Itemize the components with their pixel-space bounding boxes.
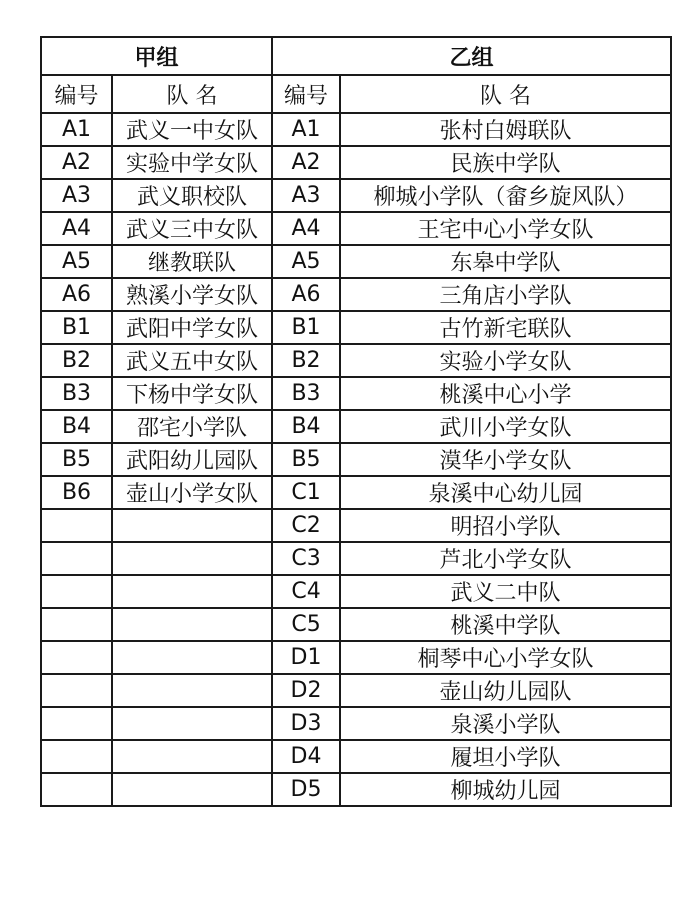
group-a-empty-cell (112, 641, 272, 674)
group-b-title: 乙组 (272, 37, 671, 75)
group-a-team-name: 武义三中女队 (112, 212, 272, 245)
group-b-team-id: C5 (272, 608, 340, 641)
group-a-empty-cell (41, 542, 112, 575)
group-a-team-id: B3 (41, 377, 112, 410)
group-b-id-header: 编号 (272, 75, 340, 113)
group-a-team-id: A4 (41, 212, 112, 245)
table-row (41, 575, 671, 608)
group-b-team-name: 民族中学队 (340, 146, 671, 179)
group-b-team-id: A3 (272, 179, 340, 212)
group-b-team-name: 实验小学女队 (340, 344, 671, 377)
group-a-team-name: 继教联队 (112, 245, 272, 278)
group-b-team-id: A6 (272, 278, 340, 311)
table-row (41, 542, 671, 575)
group-a-team-name: 实验中学女队 (112, 146, 272, 179)
table-row (41, 278, 671, 311)
group-b-team-id: C4 (272, 575, 340, 608)
group-b-team-id: A4 (272, 212, 340, 245)
group-a-empty-cell (112, 575, 272, 608)
group-a-id-header: 编号 (41, 75, 112, 113)
table-row (41, 410, 671, 443)
group-a-team-name: 武阳中学女队 (112, 311, 272, 344)
group-b-team-name: 武川小学女队 (340, 410, 671, 443)
table-row (41, 773, 671, 806)
group-a-team-name: 武阳幼儿园队 (112, 443, 272, 476)
group-b-team-name: 明招小学队 (340, 509, 671, 542)
table-row (41, 608, 671, 641)
group-a-team-name: 邵宅小学队 (112, 410, 272, 443)
table-row (41, 212, 671, 245)
group-b-team-name: 三角店小学队 (340, 278, 671, 311)
group-b-team-id: B1 (272, 311, 340, 344)
group-a-empty-cell (112, 740, 272, 773)
group-b-team-id: C3 (272, 542, 340, 575)
group-b-team-name: 柳城小学队（畲乡旋风队） (340, 179, 671, 212)
table-row (41, 179, 671, 212)
table-row (41, 344, 671, 377)
group-a-empty-cell (112, 674, 272, 707)
group-a-empty-cell (112, 707, 272, 740)
group-b-team-id: B3 (272, 377, 340, 410)
group-b-team-id: D1 (272, 641, 340, 674)
group-b-team-id: B2 (272, 344, 340, 377)
group-b-team-id: A2 (272, 146, 340, 179)
group-b-team-id: A1 (272, 113, 340, 146)
group-title-row (41, 37, 671, 75)
table-row (41, 509, 671, 542)
group-a-empty-cell (41, 773, 112, 806)
group-b-team-name: 泉溪小学队 (340, 707, 671, 740)
group-a-team-id: A2 (41, 146, 112, 179)
group-b-team-name: 张村白姆联队 (340, 113, 671, 146)
group-b-team-name: 武义二中队 (340, 575, 671, 608)
group-a-empty-cell (41, 740, 112, 773)
group-a-title: 甲组 (41, 37, 272, 75)
group-b-team-name: 桃溪中心小学 (340, 377, 671, 410)
group-a-team-id: A6 (41, 278, 112, 311)
group-b-team-id: D2 (272, 674, 340, 707)
group-b-team-name: 漠华小学女队 (340, 443, 671, 476)
group-b-team-name: 柳城幼儿园 (340, 773, 671, 806)
group-b-team-id: B5 (272, 443, 340, 476)
table-row (41, 707, 671, 740)
group-b-team-id: A5 (272, 245, 340, 278)
group-a-team-name: 武义五中女队 (112, 344, 272, 377)
group-b-team-name: 古竹新宅联队 (340, 311, 671, 344)
table-row (41, 740, 671, 773)
group-a-empty-cell (41, 509, 112, 542)
group-b-team-id: C1 (272, 476, 340, 509)
group-a-name-header: 队 名 (112, 75, 272, 113)
group-b-team-id: D5 (272, 773, 340, 806)
table-row (41, 113, 671, 146)
group-a-team-id: B2 (41, 344, 112, 377)
group-a-empty-cell (112, 773, 272, 806)
group-b-team-id: C2 (272, 509, 340, 542)
group-a-team-id: B6 (41, 476, 112, 509)
group-a-empty-cell (41, 641, 112, 674)
group-a-team-name: 熟溪小学女队 (112, 278, 272, 311)
column-header-row (41, 75, 671, 113)
group-b-team-name: 桐琴中心小学女队 (340, 641, 671, 674)
group-a-team-name: 武义职校队 (112, 179, 272, 212)
group-a-empty-cell (41, 707, 112, 740)
table-row (41, 476, 671, 509)
table-row (41, 674, 671, 707)
group-a-team-name: 武义一中女队 (112, 113, 272, 146)
group-a-team-name: 壶山小学女队 (112, 476, 272, 509)
group-b-team-name: 王宅中心小学女队 (340, 212, 671, 245)
group-b-team-name: 泉溪中心幼儿园 (340, 476, 671, 509)
group-a-team-id: A5 (41, 245, 112, 278)
table-row (41, 245, 671, 278)
group-a-team-id: B1 (41, 311, 112, 344)
group-a-empty-cell (112, 542, 272, 575)
group-b-team-name: 履坦小学队 (340, 740, 671, 773)
group-a-empty-cell (41, 575, 112, 608)
group-a-empty-cell (112, 509, 272, 542)
table-row (41, 443, 671, 476)
table-row (41, 311, 671, 344)
table-row (41, 641, 671, 674)
group-a-empty-cell (41, 674, 112, 707)
roster-body (41, 113, 671, 806)
group-a-team-id: A3 (41, 179, 112, 212)
group-b-team-id: D4 (272, 740, 340, 773)
group-a-team-id: B5 (41, 443, 112, 476)
table-row (41, 146, 671, 179)
group-b-team-name: 芦北小学女队 (340, 542, 671, 575)
group-a-empty-cell (112, 608, 272, 641)
group-b-team-name: 桃溪中学队 (340, 608, 671, 641)
group-b-team-name: 东皋中学队 (340, 245, 671, 278)
group-a-team-id: A1 (41, 113, 112, 146)
team-roster-table (40, 36, 672, 807)
group-a-empty-cell (41, 608, 112, 641)
group-b-team-id: B4 (272, 410, 340, 443)
group-b-team-name: 壶山幼儿园队 (340, 674, 671, 707)
table-row (41, 377, 671, 410)
group-b-team-id: D3 (272, 707, 340, 740)
group-a-team-name: 下杨中学女队 (112, 377, 272, 410)
group-a-team-id: B4 (41, 410, 112, 443)
group-b-name-header: 队 名 (340, 75, 671, 113)
